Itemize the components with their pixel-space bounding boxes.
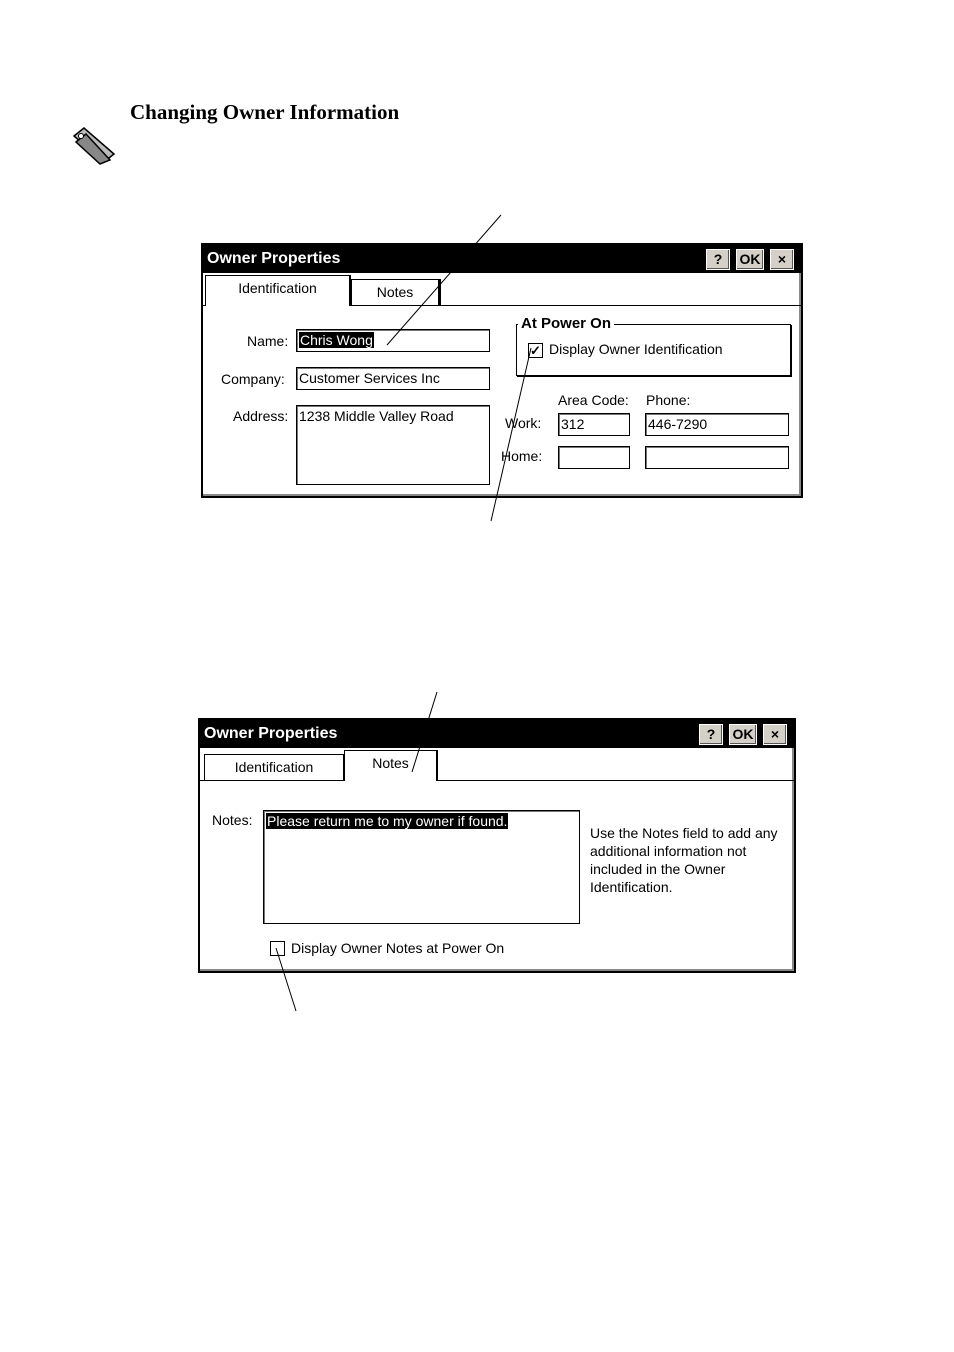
work-phone-field[interactable]: 446-7290 (645, 413, 789, 436)
tab-identification[interactable]: Identification (204, 754, 346, 780)
notes-help-text: Use the Notes field to add any additional information not included in the Owner Identification. (590, 825, 778, 895)
home-area-code-field[interactable] (558, 446, 630, 469)
work-area-code-field[interactable]: 312 (558, 413, 630, 436)
address-label: Address: (233, 408, 289, 424)
notes-value: Please return me to my owner if found. (267, 813, 508, 829)
display-owner-identification-checkbox[interactable]: ✓ (528, 343, 543, 358)
page-heading: Changing Owner Information (130, 100, 400, 124)
home-phone-field[interactable] (645, 446, 789, 469)
display-owner-notes-checkbox[interactable] (270, 941, 285, 956)
work-label: Work: (505, 415, 542, 431)
address-field[interactable]: 1238 Middle Valley Road (296, 405, 490, 485)
dialog-title: Owner Properties (204, 725, 338, 742)
phone-label: Phone: (646, 392, 691, 408)
tab-strip (200, 750, 794, 781)
home-label: Home: (501, 448, 543, 464)
tab-identification[interactable]: Identification (205, 275, 351, 306)
name-field[interactable] (296, 329, 490, 352)
name-value: Chris Wong (300, 332, 373, 348)
company-label: Company: (221, 371, 285, 387)
owner-properties-dialog-identification (201, 243, 803, 498)
dialog-title: Owner Properties (207, 250, 341, 267)
company-field[interactable]: Customer Services Inc (296, 367, 490, 390)
area-code-label: Area Code: (558, 392, 629, 408)
help-button[interactable]: ? (699, 724, 723, 745)
tag-icon (70, 124, 120, 166)
tab-notes[interactable]: Notes (351, 279, 441, 305)
name-label: Name: (247, 333, 289, 349)
ok-button[interactable]: OK (729, 724, 757, 745)
display-owner-identification-label: Display Owner Identification (549, 341, 723, 357)
owner-properties-dialog-notes (198, 718, 796, 973)
display-owner-notes-label: Display Owner Notes at Power On (291, 940, 505, 956)
tab-notes[interactable]: Notes (344, 750, 438, 781)
notes-field[interactable] (263, 810, 580, 924)
notes-label: Notes: (212, 812, 253, 828)
tab-strip (203, 275, 801, 306)
ok-button[interactable]: OK (736, 249, 764, 270)
help-button[interactable]: ? (706, 249, 730, 270)
close-button[interactable]: × (763, 724, 787, 745)
group-title: At Power On (518, 315, 614, 332)
close-button[interactable]: × (770, 249, 794, 270)
